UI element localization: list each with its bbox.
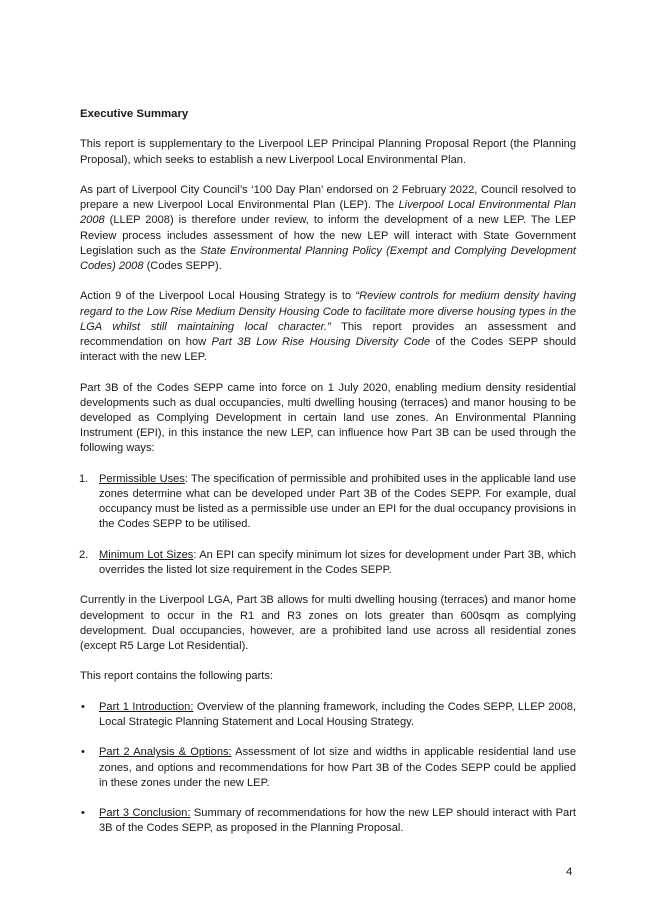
list-item-text: Summary of recommendations for how the new LEP should interact with Part 3B of the Codes SEPP, as proposed in the Planning Proposal. xyxy=(99,807,576,835)
parts-list xyxy=(80,700,576,837)
document-page xyxy=(80,107,576,852)
list-item xyxy=(80,745,576,791)
bullet-icon: • xyxy=(81,746,85,759)
list-number: 2. xyxy=(79,548,89,561)
part-3b-title: Part 3B Low Rise Housing Diversity Code xyxy=(211,336,431,348)
list-item-term: Part 2 Analysis & Options: xyxy=(99,746,232,759)
llep-title: Liverpool Local Environmental Plan 2008 xyxy=(80,199,577,227)
list-item xyxy=(80,548,576,578)
list-item-term: Minimum Lot Sizes xyxy=(99,548,194,561)
list-item-text: Overview of the planning framework, including the Codes SEPP, LLEP 2008, Local Strategic Planning Statement and Local Housing Strategy. xyxy=(99,700,576,728)
list-number: 1. xyxy=(79,472,89,485)
list-item-term: Part 3 Conclusion: xyxy=(99,807,191,820)
codes-sepp-title: State Environmental Planning Policy (Exempt and Complying Development Codes) 2008 xyxy=(80,244,576,272)
text-run: of the Codes SEPP should interact with the new LEP. xyxy=(80,336,576,364)
list-item-text: : The specification of permissible and prohibited uses in the applicable land use zones determine what can be developed under Part 3B of the Codes SEPP. For example, dual occupancy must be listed as a permissible use under an EPI for the dual occupancy provisions in the Codes SEPP to be utilised. xyxy=(99,472,576,531)
bullet-icon: • xyxy=(81,807,85,820)
list-item xyxy=(80,472,576,533)
text-run: As part of Liverpool City Council’s ‘100 Day Plan’ endorsed on 2 February 2022, Council resolved to prepare a new Liverpool Local Environmental Plan (LEP). The xyxy=(80,183,576,212)
text-run: Action 9 of the Liverpool Local Housing Strategy is to xyxy=(80,290,356,303)
parts-intro-paragraph: This report contains the following parts: xyxy=(80,670,274,683)
strategy-quote: “Review controls for medium density having regard to the Low Rise Medium Density Housing Code to facilitate more diverse housing types in the LGA whilst still maintaining local character.” xyxy=(80,290,576,333)
page-number: 4 xyxy=(566,866,573,878)
ways-list xyxy=(80,472,576,578)
list-item-term: Permissible Uses xyxy=(99,472,185,485)
current-situation-paragraph: Currently in the Liverpool LGA, Part 3B allows for multi dwelling housing (terraces) and manor home development to occur in the R1 and R3 zones on lots greater than 600sqm as complying development. Dual occupancies, however, are a prohibited land use across all residential zones (except R5 Large Lot Residential). xyxy=(80,594,576,652)
text-run: (Codes SEPP). xyxy=(143,260,222,272)
list-item-text: Assessment of lot size and widths in applicable residential land use zones, and options and recommendations for how Part 3B of the Codes SEPP could be applied in these zones under the new LEP. xyxy=(99,746,576,789)
action-paragraph xyxy=(80,289,576,365)
list-item-term: Part 1 Introduction: xyxy=(99,700,194,713)
text-run: (LLEP 2008) is therefore under review, to inform the development of a new LEP. The LEP Review process includes assessment of how the new LEP will interact with State Government Legislation such as the xyxy=(80,214,576,257)
section-heading: Executive Summary xyxy=(80,108,189,120)
bullet-icon: • xyxy=(81,700,85,713)
part-3b-paragraph: Part 3B of the Codes SEPP came into force on 1 July 2020, enabling medium density residential developments such as dual occupancies, multi dwelling housing (terraces) and manor housing to be developed as Complying Development in certain land use zones. An Environmental Planning Instrument (EPI), in this instance the new LEP, can influence how Part 3B can be used through the following ways: xyxy=(80,381,576,455)
list-item-text: : An EPI can specify minimum lot sizes for development under Part 3B, which overrides the listed lot size requirement in the Codes SEPP. xyxy=(99,548,576,576)
list-item xyxy=(80,806,576,836)
list-item xyxy=(80,700,576,730)
text-run: This report provides an assessment and recommendation on how xyxy=(80,320,576,348)
intro-paragraph: This report is supplementary to the Liverpool LEP Principal Planning Proposal Report (the Planning Proposal), which seeks to establish a new Liverpool Local Environmental Plan. xyxy=(80,138,576,166)
background-paragraph xyxy=(80,183,576,274)
